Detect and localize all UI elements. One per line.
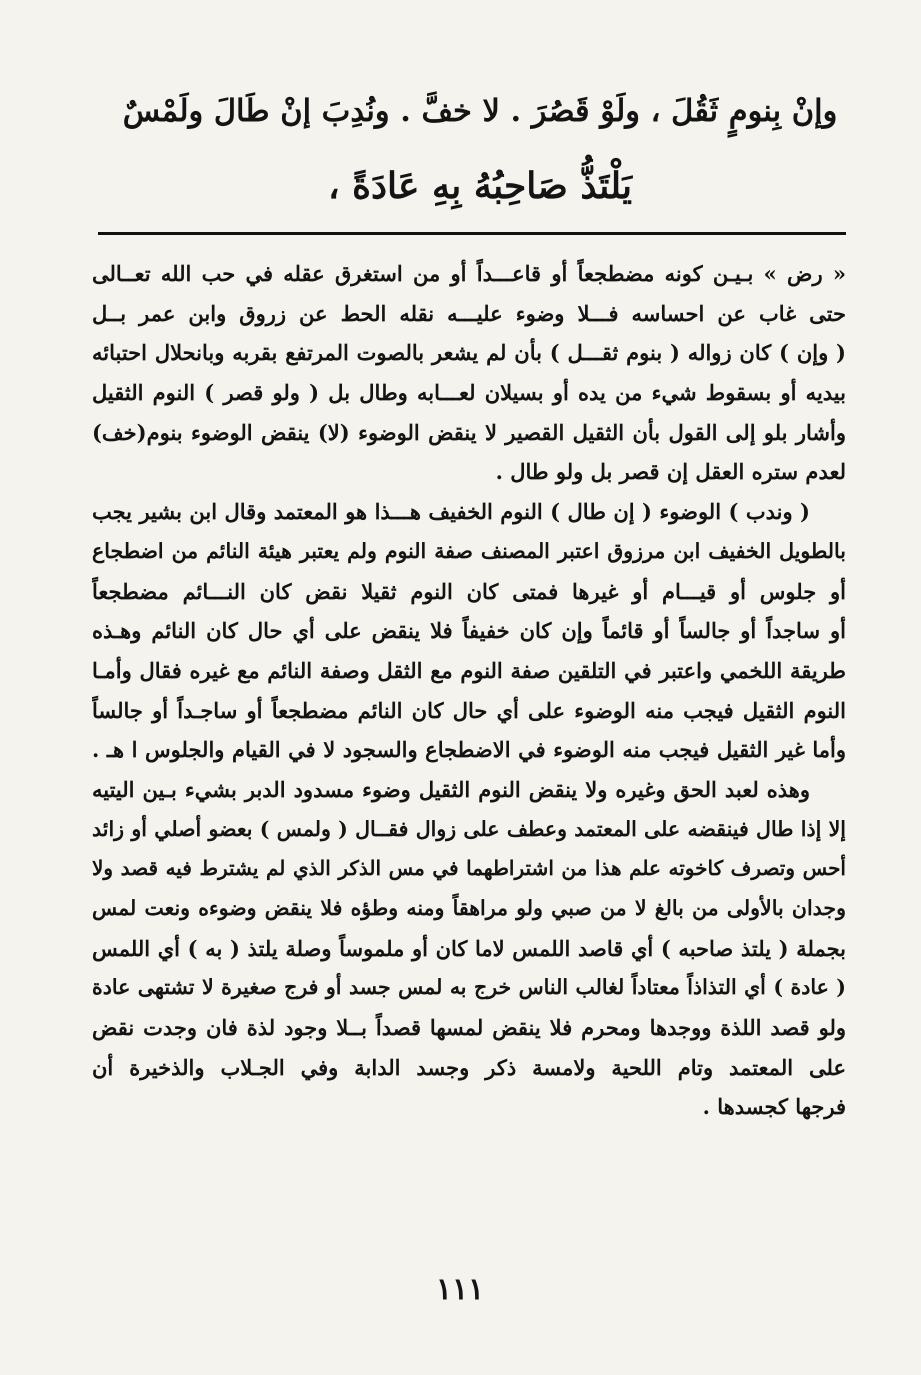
body-line: حتى غاب عن احساسه فـــلا وضوء عليـــه نقله الحط عن زروق وابن عمر بــل <box>92 300 846 326</box>
separator-rule <box>98 232 846 235</box>
body-line: أو ساجداً أو جالساً أو قائماً وإن كان خفيفاً فلا ينقض على أي حال كان النائم وهـذه <box>92 618 846 644</box>
body-line: ( عادة ) أي التذاذاً معتاداً لغالب الناس خرج به لمس جسد أو فرج صغيرة لا تشتهى عادة <box>92 975 846 1000</box>
body-line: إلا إذا طال فينقضه على المعتمد وعطف على زوال فقــال ( ولمس ) بعضو أصلي أو زائد <box>92 816 846 841</box>
matn-verse-line-2: يَلْتَذُّ صَاحِبُهُ بِهِ عَادَةً ، <box>327 165 633 207</box>
body-line: « رض » بـيـن كونه مضطجعاً أو قاعـــداً أو من استغرق عقله في حب الله تعــالى <box>92 261 846 286</box>
page-number: ١١١ <box>435 1272 485 1307</box>
body-line: بالطويل الخفيف ابن مرزوق اعتبر المصنف صفة النوم ولم يعتبر هيئة النائم من اضطجاع <box>92 538 846 563</box>
body-line: بجملة ( يلتذ صاحبه ) أي قاصد اللمس لاما كان أو ملموساً وصلة يلتذ ( به ) أي اللمس <box>92 935 846 961</box>
matn-verse-line-1: وإنْ بِنومٍ ثَقُلَ ، ولَوْ قَصُرَ . لا خفَّ . ونُدِبَ إنْ طَالَ ولَمْسٌ <box>122 93 838 129</box>
commentary-body <box>92 254 846 1127</box>
body-line: على المعتمد وتام اللحية ولامسة ذكر وجسد الدابة وفي الجـلاب والذخيرة أن <box>92 1054 846 1080</box>
body-line: بيديه أو بسقوط شيء من يده أو بسيلان لعـــابه وطال بل ( ولو قصر ) النوم الثقيل <box>92 380 846 406</box>
body-line: ولو قصد اللذة ووجدها ومحرم فلا ينقض لمسها قصداً بــلا وجود لذة فان وجدت نقض <box>92 1015 846 1041</box>
body-line: وأما غير الثقيل فيجب منه الوضوء في الاضطجاع والسجود لا في القيام والجلوس ا هـ . <box>92 737 846 763</box>
body-line: أو جلوس أو قيـــام أو غيرها فمتى كان النوم ثقيلا نقض كان النـــائم مضطجعاً <box>92 578 846 604</box>
body-line: أحس وتصرف كاخوته علم هذا من اشتراطهما في مس الذكر الذي لم يشترط فيه قصد ولا <box>92 856 846 881</box>
body-line: ( وإن ) كان زواله ( بنوم ثقـــل ) بأن لم يشعر بالصوت المرتفع بقربه وبانحلال احتبائه <box>92 340 846 366</box>
body-line: وهذه لعبد الحق وغيره ولا ينقض النوم الثقيل وضوء مسدود الدبر بشيء بـين اليتيه <box>92 776 810 802</box>
body-line: فرجها كجسدها . <box>702 1094 846 1120</box>
body-line: وأشار بلو إلى القول بأن الثقيل القصير لا ينقض الوضوء (لا) ينقض الوضوء بنوم(خف) <box>92 419 846 445</box>
body-line: طريقة اللخمي واعتبر في التلقين صفة النوم مع الثقل وصفة النائم مع غيره فقال وأمـا <box>92 657 846 683</box>
body-line: ( وندب ) الوضوء ( إن طال ) النوم الخفيف هـــذا هو المعتمد وقال ابن بشير يجب <box>92 499 810 525</box>
body-line: النوم الثقيل فيجب منه الوضوء على أي حال كان النائم مضطجعاً أو ساجـداً أو جالساً <box>92 697 846 723</box>
body-line: وجدان بالأولى من بالغ لا من صبي ولو مراهقاً ومنه وطؤه فلا ينقض وضوءه ونعت لمس <box>92 896 846 920</box>
body-line: لعدم ستره العقل إن قصر بل ولو طال . <box>495 459 846 485</box>
